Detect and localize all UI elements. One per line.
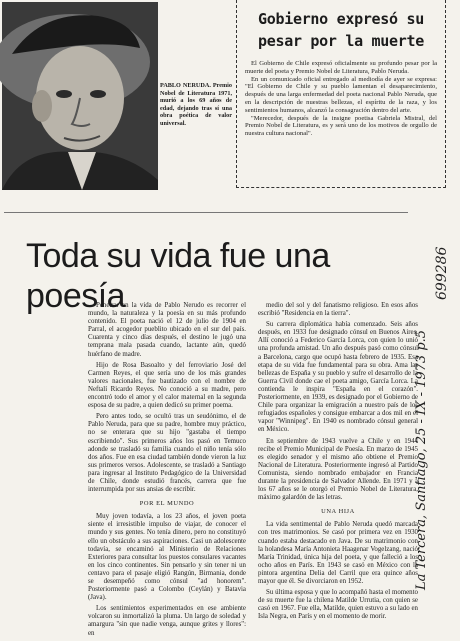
- article-column-left: [88, 302, 246, 641]
- article-paragraph: Su carrera diplomática había comenzado. Seis años después, en 1933 fue designado cónsul en Buenos Aires. Allí conoció a Federico García Lorca, con quien lo unió una profunda amistad. Un año después pasó como cónsul a Barcelona, cargo que ocupó hasta febrero de 1935. Esa etapa de su vida fue fundamental para su obra. Ama las bellezas de España y su pueblo y sufre el desarrollo de la Guerra Civil donde cae el poeta amigo, García Lorca. La contienda le inspira "España en el corazón". Posteriormente, en 1939, es designado por el Gobierno de Chile para organizar la emigración a nuestro país de los refugiados españoles y consigue embarcar a dos mil en el vapor "Winnipeg". En 1940 es nombrado cónsul general en México.: [258, 321, 418, 434]
- article-column-right: [258, 302, 418, 624]
- box-paragraph: En un comunicado oficial entregado al mediodía de ayer se expresa: "El Gobierno de Chile y su pueblo lamentan el desaparecimiento, después de una larga enfermedad del poeta nacional Pablo Neruda, que en la descripción de nuestras bellezas, el espíritu de la raza, y los sentimientos humanos, alcanzó la consagración dentro del arte.: [245, 75, 437, 114]
- article-paragraph: En septiembre de 1943 vuelve a Chile y en 1944 recibe el Premio Municipal de Poesía. En marzo de 1945 es elegido senador y el mismo año obtiene el Premio Nacional de Literatura. Posteriormente ingresó al Partido Comunista, siendo nombrado embajador en Francia durante la presidencia de Salvador Allende. En 1971 y a los 67 años se le otorgó el Premio Nobel de Literatura, máximo galardón de las letras.: [258, 437, 418, 502]
- article-paragraph: La vida sentimental de Pablo Neruda quedó marcada con tres matrimonios. Se casó por primera vez en 1930 cuando estaba destacado en Java. De su matrimonio con la holandesa María Antonieta Haagenar Vogelzang, nació María Trinidad, única hija del poeta, y que falleció a los ocho años en París. En 1943 se casó en México con la pintora argentina Delia del Carril que era quince años mayor que él. Se divorciaron en 1952.: [258, 521, 418, 585]
- article-paragraph: Los sentimientos experimentados en ese ambiente volcaron su inmortalizó la pluma. Un largo de soledad y amargura "sin que nadie venga, aunque grites y llores": en: [88, 605, 246, 637]
- article-paragraph: Pero antes todo, se ocultó tras un seudónimo, el de Pablo Neruda, para que su padre, hombre muy práctico, no se enterara que su hijo "gastaba el tiempo escribiendo". Sus primeros años los pasó en Temuco adonde se trasladó su familia cuando el niño tenía sólo dos años. Fue en esa ciudad también donde vieron la luz sus primeros versos. Adolescente, se trasladó a Santiago para ingresar al Instituto Pedagógico de la Universidad de Chile, donde estudió francés, carrera que fue interrumpida por sus ansias de escribir.: [88, 413, 246, 494]
- article-paragraph: Muy joven todavía, a los 23 años, el joven poeta siente el irresistible impulso de viajar, de conocer el mundo y sus gentes. No tenía dinero, pero no constituyó ello un obstáculo a sus aspiraciones. Casi un adolescente todavía, se encaminó al Ministerio de Relaciones Exteriores para consultar los puestos consulares vacantes en los cinco continentes. Sin pensarlo y sin tener ni un centavo para el pasaje eligió Rangún, Birmania, donde se desempeñó como cónsul "ad honorem". Posteriormente pasó a Colombo (Ceylán) y Batavia (Java).: [88, 513, 246, 602]
- subheading: POR EL MUNDO: [139, 500, 195, 508]
- handwritten-source-note: La Tercera, Santiago, 25 - IX - 1973 p.5: [414, 329, 429, 590]
- article-paragraph: Penetrar en la vida de Pablo Nerudo es recorrer el mundo, la naturaleza y la poesía en su más profundo contenido. El poeta nació el 12 de julio de 1904 en Parral, el acogedor pueblito ubicado en el sur del país. Cuarenta y cinco días después, el destino le jugó una temprana mala pasada cuando, lactante aún, quedó huérfano de madre.: [88, 302, 246, 358]
- box-paragraph: El Gobierno de Chile expresó oficialmente su profundo pesar por la muerte del poeta y Premio Nobel de Literatura, Pablo Neruda.: [245, 60, 437, 75]
- section-divider: [4, 212, 408, 213]
- article-paragraph: Su última esposa y que lo acompañó hasta el momento de su muerte fue la chilena Matilde Urrutia, con quien se casó en 1967. Fue ella, Matilde, quien estuvo a su lado en Isla Negra, en París y en el momento de morir.: [258, 589, 418, 621]
- poet-portrait-image: [2, 2, 158, 190]
- box-body: [245, 60, 437, 138]
- box-title: Gobierno expresó su pesar por la muerte: [258, 10, 424, 50]
- box-paragraph: "Merecedor, después de la insigne poetisa Gabriela Mistral, del Premio Nobel de Literatura, es y será uno de los motivos de orgullo de nuestra cultura nacional".: [245, 114, 437, 138]
- poet-photo: [2, 2, 158, 190]
- subheading: UNA HIJA: [321, 508, 355, 516]
- article-paragraph: Hijo de Rosa Basoalto y del ferroviario José del Carmen Reyes, el que sería uno de los más grandes valores nacionales, fue bautizado con el nombre de Neftalí Ricardo Reyes. No conoció a su madre, pero encontró todo el amor y el calor maternal en la segunda esposa de su padre, a quien dedicó su primer poema.: [88, 361, 246, 410]
- photo-caption: PABLO NERUDA. Premio Nobel de Literatura 1971, murió a los 69 años de edad, dejando tras sí una obra poética de valor universal.: [160, 82, 232, 127]
- article-paragraph: medio del sol y del fanatismo religioso. En esos años escribió "Residencia en la tierra".: [258, 302, 418, 318]
- article-headline: Toda su vida fue una poesía: [26, 237, 330, 315]
- government-statement-box: [236, 0, 446, 188]
- handwritten-catalog-number: 699286: [434, 246, 450, 300]
